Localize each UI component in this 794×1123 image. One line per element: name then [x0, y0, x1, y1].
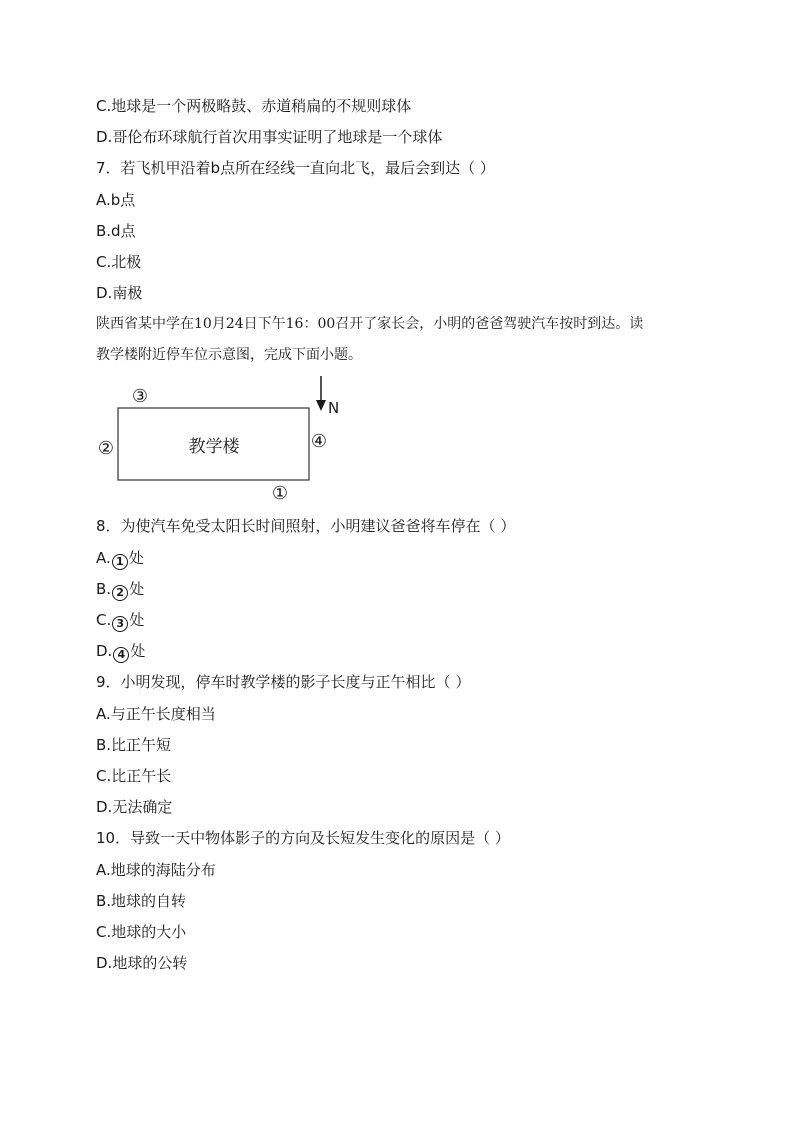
marker-1: ① — [271, 483, 289, 504]
circled-2-icon: 2 — [112, 585, 128, 601]
question-7-stem: 7．若飞机甲沿着b点所在经线一直向北飞，最后会到达（ ） — [96, 159, 495, 177]
option-d-previous: D.哥伦布环球航行首次用事实证明了地球是一个球体 — [96, 128, 443, 146]
material-intro-line-2: 教学楼附近停车位示意图，完成下面小题。 — [96, 347, 362, 363]
question-8-option-c: C. 3 处 — [96, 611, 145, 630]
circled-1-icon: 1 — [112, 554, 128, 570]
marker-4: ④ — [310, 431, 328, 452]
north-arrow-head — [316, 400, 326, 411]
north-label: N — [328, 399, 340, 417]
question-10-stem: 10．导致一天中物体影子的方向及长短发生变化的原因是（ ） — [96, 829, 510, 847]
question-7-option-d: D.南极 — [96, 284, 143, 302]
question-8-option-b: B. 2 处 — [96, 580, 145, 599]
question-7-option-c: C.北极 — [96, 253, 142, 271]
question-10-option-c: C.地球的大小 — [96, 923, 187, 941]
question-9-option-a: A.与正午长度相当 — [96, 705, 216, 723]
question-8-stem: 8．为使汽车免受太阳长时间照射，小明建议爸爸将车停在（ ） — [96, 517, 516, 535]
marker-2: ② — [97, 438, 115, 459]
question-7-option-b: B.d点 — [96, 222, 136, 240]
question-7-option-a: A.b点 — [96, 191, 136, 209]
question-8-option-a: A. 1 处 — [96, 549, 144, 568]
question-9-option-d: D.无法确定 — [96, 798, 173, 816]
circled-4-icon: 4 — [113, 647, 129, 663]
building-label: 教学楼 — [188, 437, 240, 457]
parking-diagram — [90, 372, 350, 506]
circled-3-icon: 3 — [112, 616, 128, 632]
question-9-option-c: C.比正午长 — [96, 767, 172, 785]
question-8-option-d: D. 4 处 — [96, 642, 146, 661]
question-9-stem: 9．小明发现，停车时教学楼的影子长度与正午相比（ ） — [96, 673, 471, 691]
marker-3: ③ — [131, 386, 149, 407]
question-10-option-a: A.地球的海陆分布 — [96, 861, 216, 879]
question-10-option-b: B.地球的自转 — [96, 892, 187, 910]
option-c-previous: C.地球是一个两极略鼓、赤道稍扁的不规则球体 — [96, 97, 412, 115]
question-9-option-b: B.比正午短 — [96, 736, 172, 754]
question-10-option-d: D.地球的公转 — [96, 954, 188, 972]
material-intro-line-1: 陕西省某中学在10月24日下午16：00召开了家长会，小明的爸爸驾驶汽车按时到达。读 — [96, 316, 644, 332]
